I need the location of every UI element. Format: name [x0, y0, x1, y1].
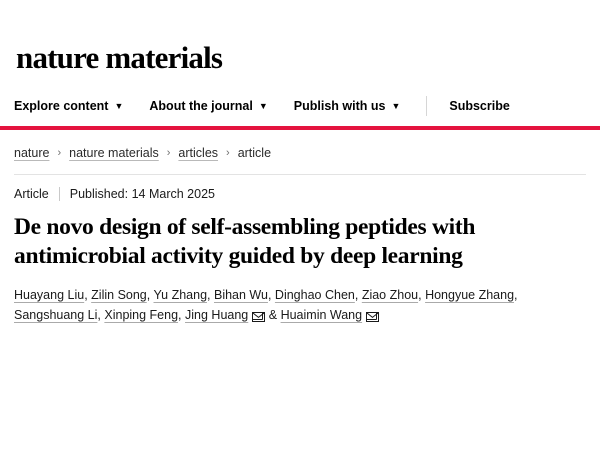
- journal-title[interactable]: nature materials: [16, 40, 223, 75]
- author-link[interactable]: Bihan Wu: [213, 287, 268, 302]
- author-conjunction: &: [268, 308, 278, 323]
- journal-masthead: [0, 28, 600, 75]
- author-link[interactable]: Dinghao Chen: [274, 287, 355, 302]
- envelope-icon[interactable]: [366, 312, 377, 320]
- author-link[interactable]: Huaimin Wang: [280, 308, 363, 323]
- author-link[interactable]: Huayang Liu: [14, 287, 85, 302]
- author-punct: ,: [418, 287, 422, 302]
- author-punct: ,: [267, 287, 272, 302]
- primary-navigation: [0, 92, 600, 120]
- nav-item-about-the-journal[interactable]: [149, 99, 267, 113]
- meta-divider: [59, 187, 60, 201]
- author-punct: ,: [97, 308, 101, 323]
- chevron-down-icon: ▼: [114, 101, 124, 112]
- article-published-date: Published: 14 March 2025: [69, 186, 215, 201]
- author-punct: ,: [354, 287, 359, 302]
- author-link[interactable]: Hongyue Zhang: [425, 287, 515, 302]
- chevron-down-icon: ▼: [258, 101, 268, 112]
- breadcrumb-separator-icon: ›: [166, 146, 171, 159]
- nav-item-subscribe[interactable]: [449, 99, 509, 113]
- nav-item-label: Publish with us: [293, 98, 386, 113]
- breadcrumb-separator-icon: ›: [57, 146, 62, 159]
- author-link[interactable]: Zilin Song: [91, 287, 147, 302]
- nav-item-publish-with-us[interactable]: [294, 99, 401, 113]
- author-punct: ,: [514, 287, 518, 302]
- breadcrumb-item-nature-materials[interactable]: nature materials: [69, 145, 159, 160]
- nav-item-explore-content[interactable]: [14, 99, 123, 113]
- author-punct: ,: [178, 308, 182, 323]
- author-punct: ,: [84, 287, 88, 302]
- author-link[interactable]: Xinping Feng: [104, 308, 179, 323]
- breadcrumb-item-article: article: [237, 145, 272, 160]
- nav-divider: [426, 96, 427, 116]
- breadcrumb-item-articles[interactable]: articles: [178, 145, 219, 160]
- article-meta: [0, 175, 600, 201]
- author-link[interactable]: Ziao Zhou: [361, 287, 419, 302]
- nav-item-label: About the journal: [149, 98, 253, 113]
- author-link[interactable]: Jing Huang: [185, 308, 249, 323]
- nav-item-label: Explore content: [14, 98, 109, 113]
- author-punct: ,: [207, 287, 211, 302]
- author-link[interactable]: Yu Zhang: [153, 287, 208, 302]
- breadcrumb-separator-icon: ›: [226, 146, 230, 159]
- article-type: Article: [14, 186, 49, 201]
- breadcrumb: [0, 130, 600, 160]
- author-punct: ,: [146, 287, 151, 302]
- page-top-spacer: [0, 0, 600, 28]
- chevron-down-icon: ▼: [391, 101, 401, 112]
- author-link[interactable]: Sangshuang Li: [14, 308, 98, 323]
- page-title: De novo design of self-assembling peptides with antimicrobial activity guided by deep learning: [14, 213, 476, 269]
- breadcrumb-item-nature[interactable]: nature: [14, 145, 50, 160]
- author-list: [14, 285, 586, 326]
- envelope-icon[interactable]: [252, 312, 263, 320]
- nav-item-label: Subscribe: [449, 98, 510, 113]
